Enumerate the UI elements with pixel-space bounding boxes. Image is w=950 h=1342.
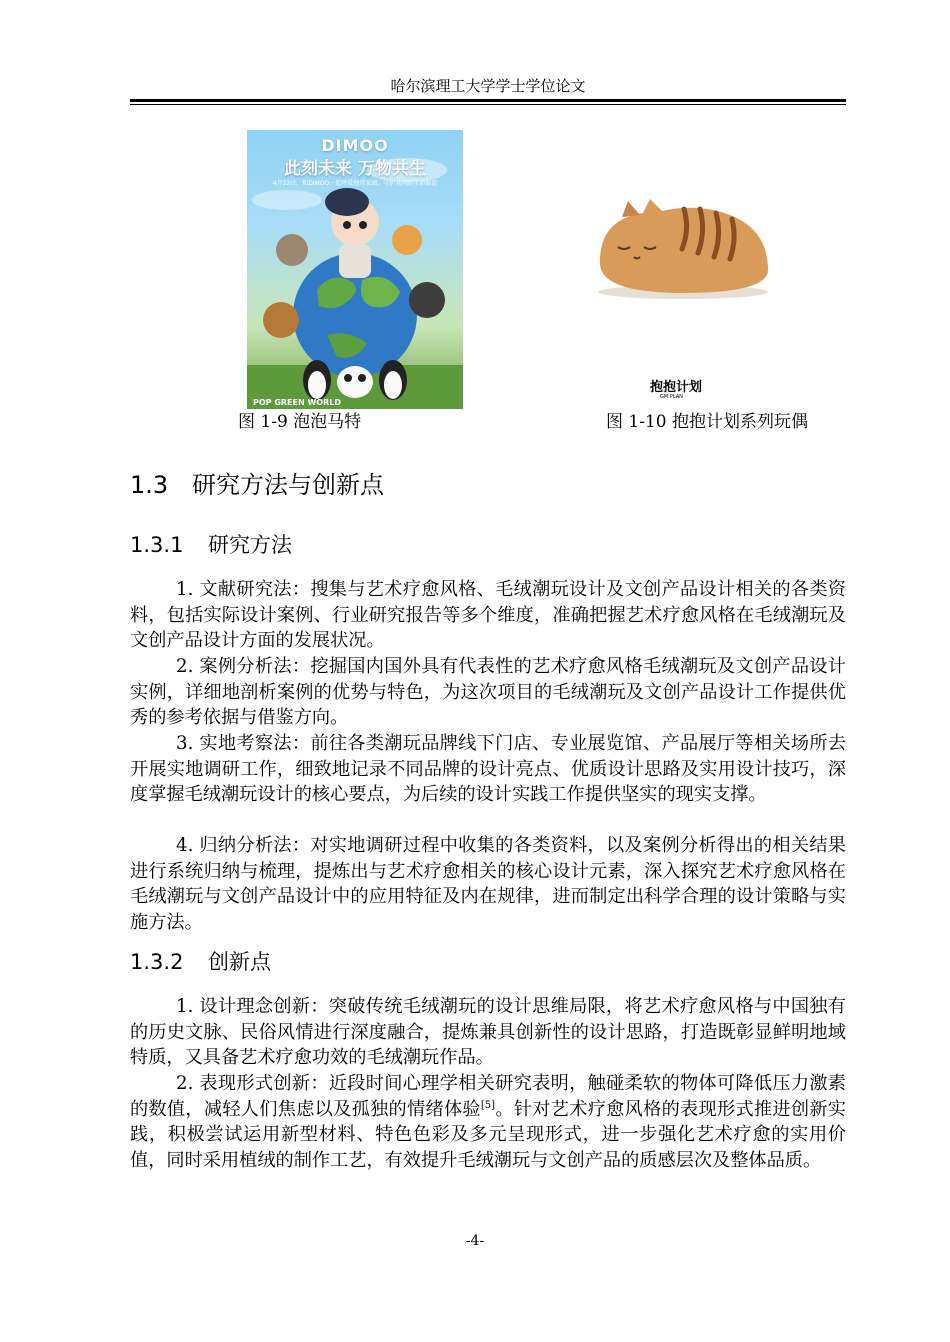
figure-poster-image xyxy=(247,130,463,409)
paragraph-field-study-method: 3. 实地考察法：前往各类潮玩品牌线下门店、专业展览馆、产品展厅等相关场所去开展实地调研工作，细致地记录不同品牌的设计亮点、优质设计思路及实用设计技巧，深度掌握毛绒潮玩设计的核心要点，为后续的设计实践工作提供坚实的现实支撑。 xyxy=(130,733,846,806)
poster-subtext: 4月22日，和DIMOO一起珍爱地球家园，守护共同的生命摇篮 xyxy=(272,180,438,187)
subsection-title: 研究方法 xyxy=(208,533,292,557)
header-rule-thick xyxy=(130,99,846,102)
poster-headline: 此刻未来 万物共生 xyxy=(284,159,426,179)
paragraph-expression-innovation xyxy=(130,1071,846,1173)
section-heading-1-3 xyxy=(130,470,384,500)
section-number: 1.3 xyxy=(130,471,169,499)
subsection-heading-1-3-1 xyxy=(130,531,292,559)
section-title: 研究方法与创新点 xyxy=(192,471,384,499)
citation-ref: [5] xyxy=(480,1099,496,1111)
subsection-number: 1.3.2 xyxy=(130,950,184,974)
paragraph-text-before-ref: 2. 表现形式创新：近段时间心理学相关研究表明，触碰柔软的物体可降低压力激素的数值，减轻人们焦虑以及孤独的情绪体验 xyxy=(130,1073,846,1120)
header-rule-thin xyxy=(130,104,846,105)
poster-footer: POP GREEN WORLD xyxy=(253,398,341,407)
poster-brand: DIMOO xyxy=(321,136,389,155)
subsection-title: 创新点 xyxy=(208,950,271,974)
subsection-heading-1-3-2 xyxy=(130,948,271,976)
plush-brand-logo: 抱抱计划 xyxy=(650,380,703,395)
page-number: -4- xyxy=(465,1233,485,1249)
running-header: 哈尔滨理工大学学士学位论文 xyxy=(390,77,586,95)
plush-brand-logo-sub: GM PLAN xyxy=(660,394,683,400)
paragraph-literature-method: 1. 文献研究法：搜集与艺术疗愈风格、毛绒潮玩设计及文创产品设计相关的各类资料，包括实际设计案例、行业研究报告等多个维度，准确把握艺术疗愈风格在毛绒潮玩及文创产品设计方面的发展状况。 xyxy=(130,579,846,652)
paragraph-text-after-ref: 。针对艺术疗愈风格的表现形式推进创新实践，积极尝试运用新型材料、特色色彩及多元呈现形式，进一步强化艺术疗愈的实用价值，同时采用植绒的制作工艺，有效提升毛绒潮玩与文创产品的质感层次及整体品质。 xyxy=(130,1098,846,1171)
paragraph-design-concept-innovation: 1. 设计理念创新：突破传统毛绒潮玩的设计思维局限，将艺术疗愈风格与中国独有的历史文脉、民俗风情进行深度融合，提炼兼具创新性的设计思路，打造既彰显鲜明地域特质，又具备艺术疗愈功效的毛绒潮玩作品。 xyxy=(130,996,846,1069)
subsection-number: 1.3.1 xyxy=(130,533,184,557)
plush-cat-image xyxy=(588,195,778,300)
figure-caption-1-10: 图 1-10 抱抱计划系列玩偶 xyxy=(606,412,808,432)
figure-caption-1-9: 图 1-9 泡泡马特 xyxy=(238,412,362,432)
paragraph-case-analysis-method: 2. 案例分析法：挖掘国内国外具有代表性的艺术疗愈风格毛绒潮玩及文创产品设计实例，详细地剖析案例的优势与特色，为这次项目的毛绒潮玩及文创产品设计工作提供优秀的参考依据与借鉴方向。 xyxy=(130,656,846,729)
paragraph-inductive-analysis-method: 4. 归纳分析法：对实地调研过程中收集的各类资料，以及案例分析得出的相关结果进行系统归纳与梳理，提炼出与艺术疗愈相关的核心设计元素，深入探究艺术疗愈风格在毛绒潮玩与文创产品设计中的应用特征及内在规律，进而制定出科学合理的设计策略与实施方法。 xyxy=(130,835,846,933)
